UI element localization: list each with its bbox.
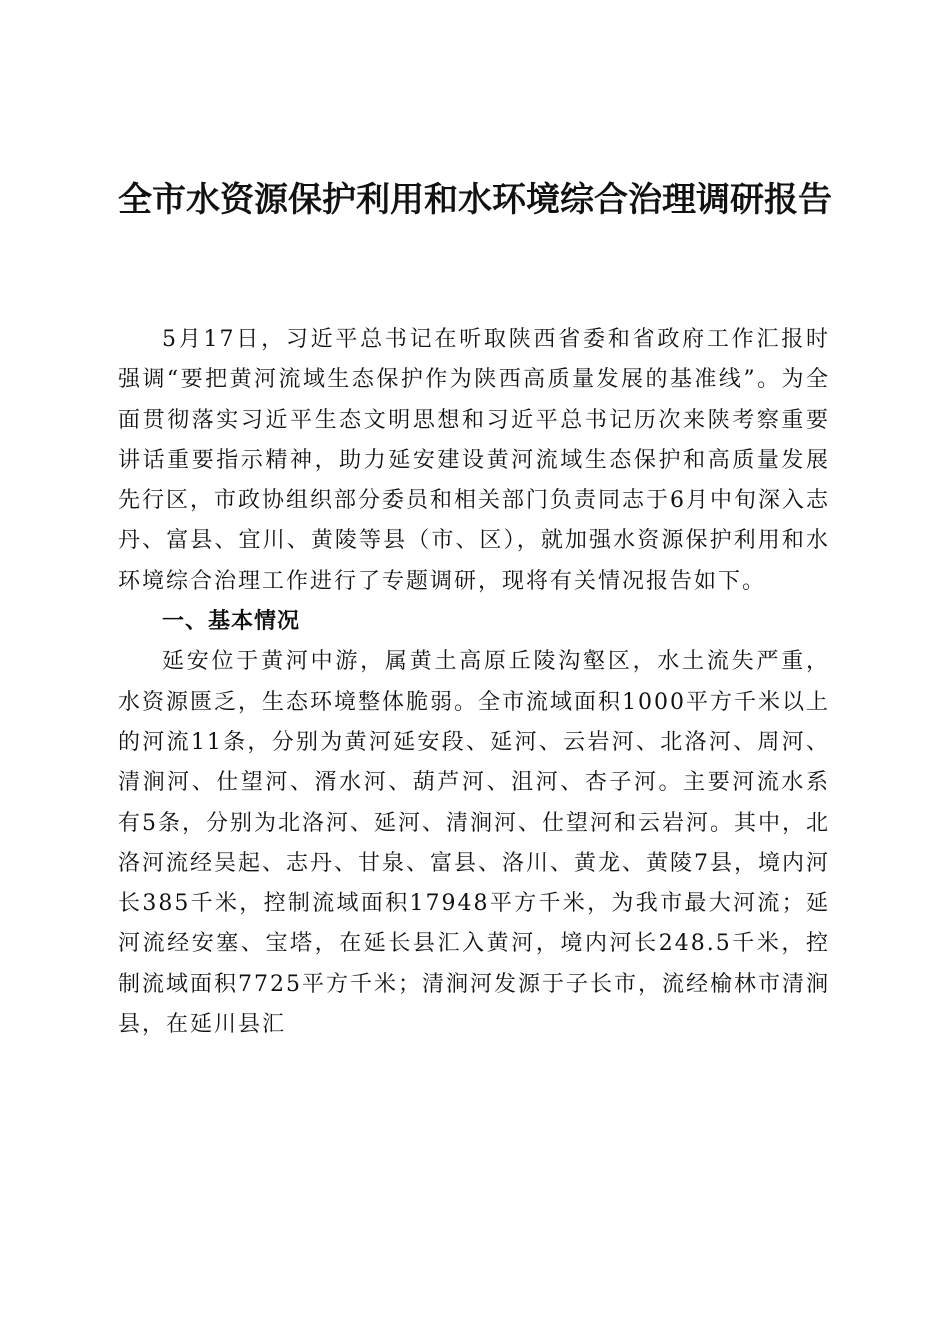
section-paragraph: 延安位于黄河中游，属黄土高原丘陵沟壑区，水土流失严重，水资源匮乏，生态环境整体脆弱。全市流域面积1000平方千米以上的河流11条，分别为黄河延安段、延河、云岩河、北洛河、周河、清涧河、仕望河、湑水河、葫芦河、沮河、杏子河。主要河流水系有5条，分别为北洛河、延河、清涧河、仕望河和云岩河。其中，北洛河流经吴起、志丹、甘泉、富县、洛川、黄龙、黄陵7县，境内河长385千米，控制流域面积17948平方千米，为我市最大河流；延河流经安塞、宝塔，在延长县汇入黄河，境内河长248.5千米，控制流域面积7725平方千米；清涧河发源于子长市，流经榆林市清涧县，在延川县汇 — [118, 649, 830, 1038]
intro-paragraph: 5月17日，习近平总书记在听取陕西省委和省政府工作汇报时强调“要把黄河流域生态保护作为陕西高质量发展的基准线”。为全面贯彻落实习近平生态文明思想和习近平总书记历次来陕考察重要讲话重要指示精神，助力延安建设黄河流域生态保护和高质量发展先行区，市政协组织部分委员和相关部门负责同志于6月中旬深入志丹、富县、宜川、黄陵等县（市、区），就加强水资源保护利用和水环境综合治理工作进行了专题调研，现将有关情况报告如下。 — [118, 327, 830, 594]
document-body — [118, 320, 830, 1045]
document-title: 全市水资源保护利用和水环境综合治理调研报告 — [118, 180, 832, 220]
section-heading: 一、基本情况 — [162, 609, 301, 635]
